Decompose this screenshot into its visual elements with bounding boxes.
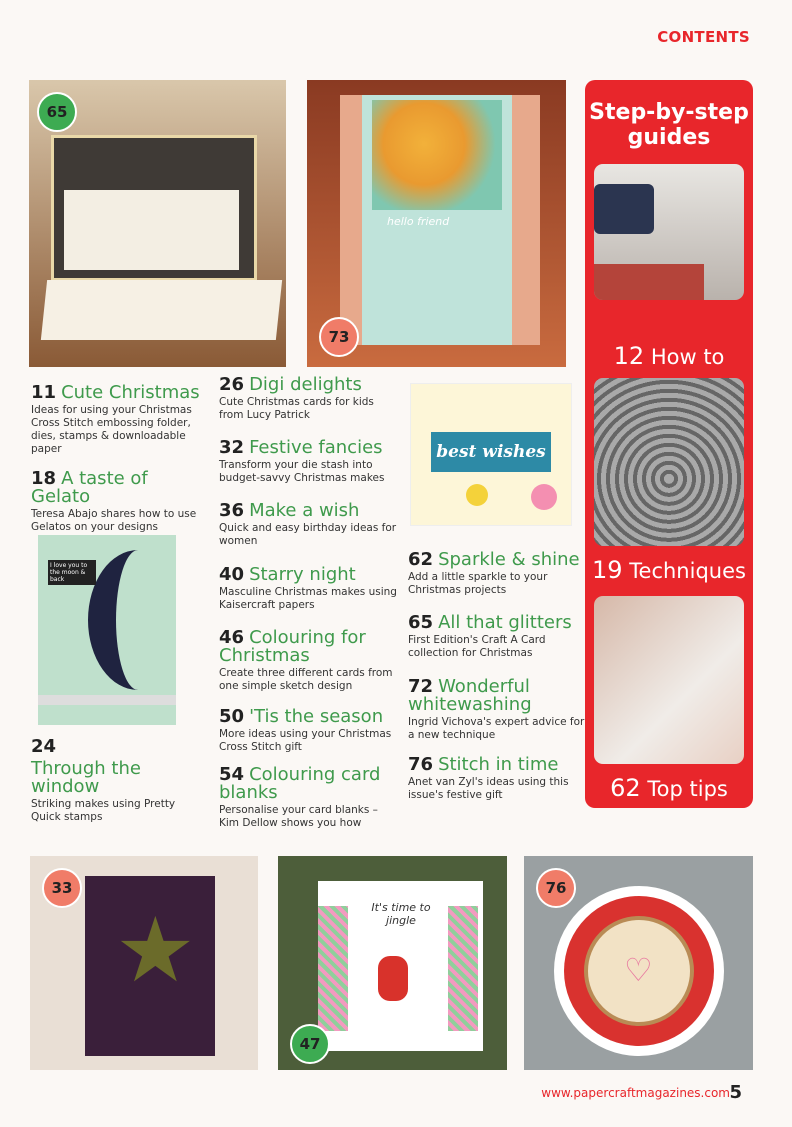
card-text: best wishes <box>431 432 551 472</box>
entry-page: 50 <box>219 706 245 727</box>
entry-desc: More ideas using your Christmas Cross Stitch gift <box>219 728 392 753</box>
entry-desc: Transform your die stash into budget-savvy Christmas makes <box>219 459 385 484</box>
photo-hoop-card: ♡ 76 <box>524 856 753 1070</box>
contents-entry[interactable] <box>408 551 586 597</box>
entry-title: Cute Christmas <box>61 382 200 403</box>
contents-entry[interactable] <box>31 738 181 824</box>
entry-title: Through the window <box>31 758 141 797</box>
entry-desc: Anet van Zyl's ideas using this issue's festive gift <box>408 776 569 801</box>
contents-entry[interactable] <box>219 766 399 830</box>
entry-page: 65 <box>408 612 434 633</box>
page-badge: 76 <box>536 868 576 908</box>
photo-best-wishes <box>410 383 572 526</box>
guide-photo-techniques <box>594 378 744 546</box>
guide-label: How to <box>650 345 725 369</box>
website-link[interactable]: www.papercraftmagazines.com <box>541 1086 730 1100</box>
contents-entry[interactable] <box>219 708 399 754</box>
entry-title: 'Tis the season <box>249 706 384 727</box>
entry-title: All that glitters <box>438 612 572 633</box>
card-text: hello friend <box>387 215 450 228</box>
photo-jingle-card <box>278 856 507 1070</box>
entry-title: Wonderful whitewashing <box>408 676 532 715</box>
contents-entry[interactable] <box>219 629 399 693</box>
page-number: 5 <box>729 1082 742 1103</box>
contents-entry[interactable] <box>31 384 211 456</box>
entry-page: 62 <box>408 549 434 570</box>
page-badge: 47 <box>290 1024 330 1064</box>
entry-title: Festive fancies <box>249 437 383 458</box>
entry-page: 11 <box>31 382 57 403</box>
contents-entry[interactable] <box>408 614 586 660</box>
entry-title: Sparkle & shine <box>438 549 580 570</box>
contents-entry[interactable] <box>219 566 399 612</box>
entry-desc: Personalise your card blanks – Kim Dellow shows you how <box>219 804 378 829</box>
guide-photo-top-tips <box>594 596 744 764</box>
page-badge: 33 <box>42 868 82 908</box>
entry-title: A taste of Gelato <box>31 468 148 507</box>
guide-photo-how-to <box>594 164 744 300</box>
guide-techniques[interactable] <box>585 556 753 584</box>
entry-desc: Cute Christmas cards for kids from Lucy Patrick <box>219 396 374 421</box>
entry-title: Starry night <box>249 564 356 585</box>
page-badge: 73 <box>319 317 359 357</box>
entry-page: 40 <box>219 564 245 585</box>
contents-entry[interactable] <box>408 756 586 802</box>
entry-page: 54 <box>219 764 245 785</box>
card-text: I love you to the moon & back <box>48 560 96 585</box>
entry-desc: First Edition's Craft A Card collection for Christmas <box>408 634 546 659</box>
guide-number: 12 <box>613 342 645 370</box>
page-badge: 65 <box>37 92 77 132</box>
guide-label: Top tips <box>647 777 728 801</box>
step-by-step-panel <box>585 80 753 808</box>
entry-title: Colouring for Christmas <box>219 627 366 666</box>
contents-entry[interactable] <box>219 502 399 548</box>
entry-page: 32 <box>219 437 245 458</box>
section-header: CONTENTS <box>657 28 750 46</box>
entry-page: 24 <box>31 736 57 757</box>
guide-number: 19 <box>592 556 623 584</box>
entry-page: 18 <box>31 468 57 489</box>
contents-entry[interactable] <box>408 678 586 742</box>
guide-how-to[interactable] <box>585 342 753 370</box>
panel-title: Step-by-step guides <box>589 100 749 150</box>
entry-page: 26 <box>219 374 245 395</box>
photo-cute-christmas <box>29 80 286 367</box>
entry-desc: Add a little sparkle to your Christmas projects <box>408 571 548 596</box>
contents-entry[interactable] <box>31 470 211 534</box>
guide-top-tips[interactable] <box>585 774 753 802</box>
guide-label: Techniques <box>629 559 746 583</box>
entry-desc: Quick and easy birthday ideas for women <box>219 522 397 547</box>
entry-page: 46 <box>219 627 245 648</box>
entry-desc: Masculine Christmas makes using Kaisercraft papers <box>219 586 397 611</box>
contents-entry[interactable] <box>219 439 399 485</box>
guide-number: 62 <box>610 774 641 802</box>
contents-entry[interactable] <box>219 376 399 422</box>
photo-moon-card <box>38 535 176 725</box>
entry-title: Stitch in time <box>438 754 559 775</box>
entry-title: Colouring card blanks <box>219 764 381 803</box>
photo-star-card: ★ 33 <box>30 856 258 1070</box>
entry-title: Make a wish <box>249 500 360 521</box>
entry-page: 72 <box>408 676 434 697</box>
entry-desc: Teresa Abajo shares how to use Gelatos on your designs <box>31 508 197 533</box>
entry-page: 76 <box>408 754 434 775</box>
entry-desc: Ideas for using your Christmas Cross Stitch embossing folder, dies, stamps & downloadable paper <box>31 404 192 455</box>
entry-desc: Ingrid Vichova's expert advice for a new technique <box>408 716 585 741</box>
entry-page: 36 <box>219 500 245 521</box>
entry-desc: Create three different cards from one simple sketch design <box>219 667 393 692</box>
photo-hello-friend <box>307 80 566 367</box>
card-text: It's time to jingle <box>371 901 431 927</box>
entry-desc: Striking makes using Pretty Quick stamps <box>31 798 176 823</box>
entry-title: Digi delights <box>249 374 362 395</box>
